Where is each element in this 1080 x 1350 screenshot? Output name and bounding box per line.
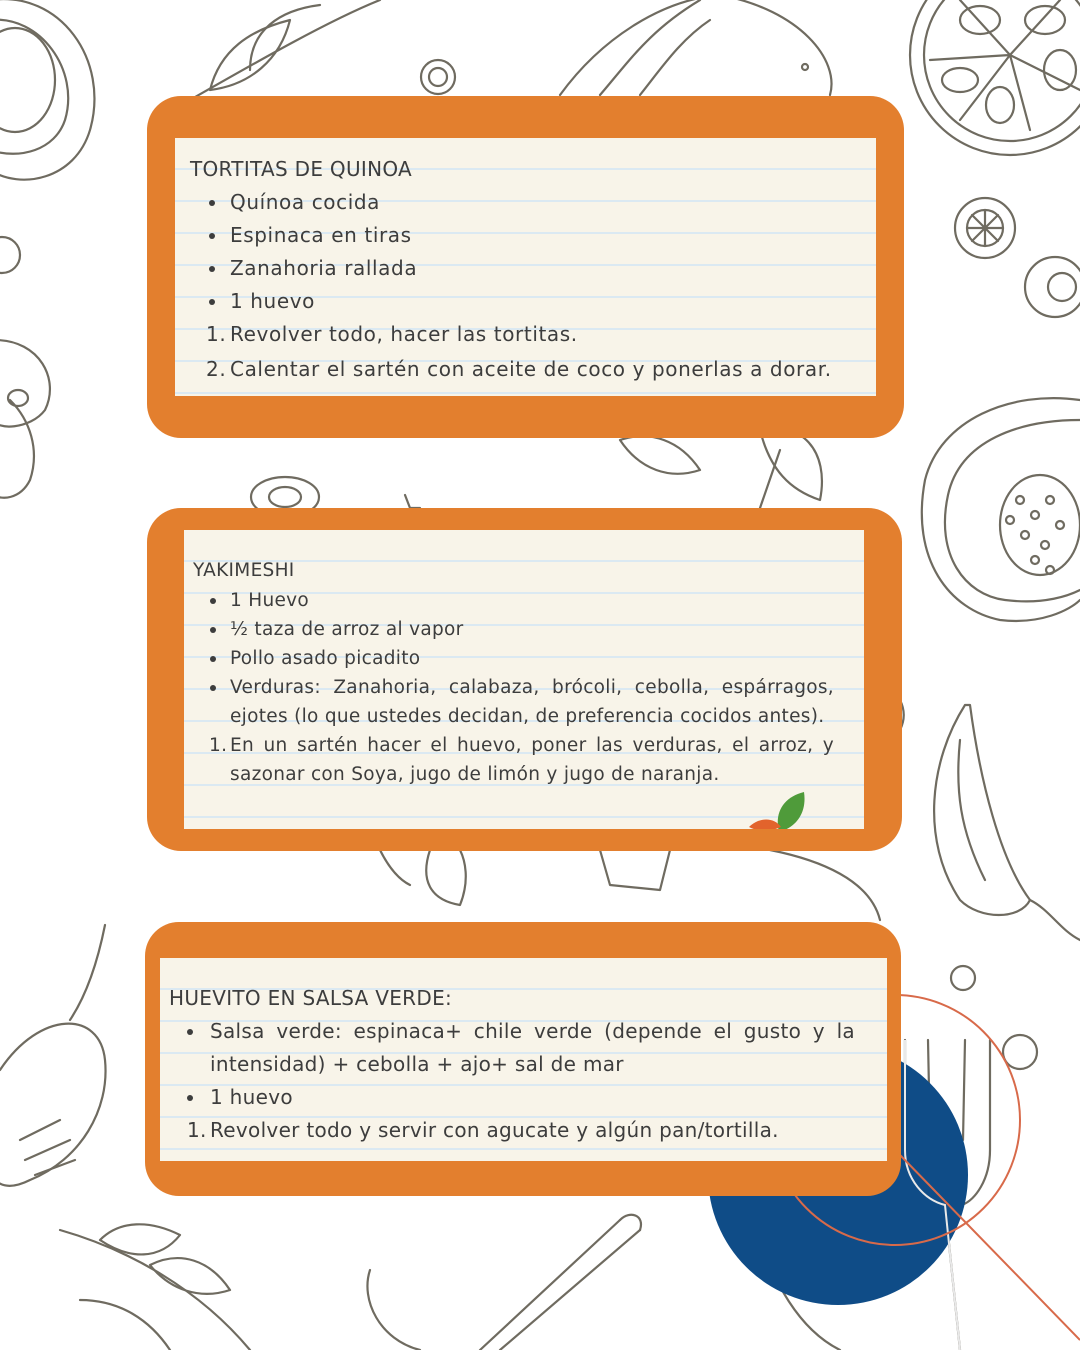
ingredient-item: ½ taza de arroz al vapor bbox=[193, 615, 834, 644]
bell-pepper-illustration bbox=[922, 398, 1080, 621]
ingredient-item: 1 huevo bbox=[169, 1081, 855, 1114]
step-item bbox=[190, 318, 876, 351]
step-item bbox=[190, 353, 876, 386]
step-list bbox=[169, 1114, 855, 1147]
step-list bbox=[190, 318, 876, 386]
step-item bbox=[169, 1114, 855, 1147]
step-list bbox=[193, 731, 834, 789]
step-number: 1. bbox=[209, 735, 228, 756]
ingredient-list bbox=[169, 1015, 855, 1114]
leaf-branch-illustration bbox=[190, 0, 380, 100]
step-number: 2. bbox=[206, 357, 227, 381]
step-text: Revolver todo y servir con agucate y algún pan/tortilla. bbox=[210, 1118, 779, 1142]
leaf-icon bbox=[749, 792, 809, 829]
ingredient-item: 1 Huevo bbox=[193, 586, 834, 615]
ingredient-item: Quínoa cocida bbox=[190, 186, 876, 219]
herb-branch-illustration bbox=[60, 1224, 250, 1350]
recipe-paper-yakimeshi bbox=[184, 530, 864, 829]
ingredient-item: Zanahoria rallada bbox=[190, 252, 876, 285]
step-text: Calentar el sartén con aceite de coco y ponerlas a dorar. bbox=[230, 357, 832, 381]
ingredient-list bbox=[193, 586, 834, 731]
mushroom-illustration bbox=[0, 340, 50, 498]
ingredient-item: 1 huevo bbox=[190, 285, 876, 318]
pepper-illustration-left bbox=[0, 925, 106, 1186]
recipe-paper-tortitas bbox=[175, 138, 876, 396]
ingredient-item: Espinaca en tiras bbox=[190, 219, 876, 252]
step-number: 1. bbox=[187, 1118, 207, 1142]
recipe-title: YAKIMESHI bbox=[193, 560, 295, 581]
step-text: En un sartén hacer el huevo, poner las verduras, el arroz, y sazonar con Soya, jugo de limón y jugo de naranja. bbox=[230, 735, 834, 785]
recipe-title: HUEVITO EN SALSA VERDE: bbox=[169, 986, 453, 1010]
recipe-title: TORTITAS DE QUINOA bbox=[190, 157, 413, 181]
step-item bbox=[193, 731, 834, 789]
ingredient-item: Salsa verde: espinaca+ chile verde (depende el gusto y la intensidad) + cebolla + ajo+ sal de mar bbox=[169, 1015, 855, 1081]
ingredient-list bbox=[190, 186, 876, 318]
recipe-paper-huevito bbox=[160, 958, 887, 1161]
step-text: Revolver todo, hacer las tortitas. bbox=[230, 322, 578, 346]
ingredient-item: Pollo asado picadito bbox=[193, 644, 834, 673]
avocado-illustration bbox=[0, 0, 94, 180]
ingredient-item: Verduras: Zanahoria, calabaza, brócoli, cebolla, espárragos, ejotes (lo que ustedes decidan, de preferencia cocidos antes). bbox=[193, 673, 834, 731]
orange-slice-illustration bbox=[910, 0, 1080, 155]
chili-pepper-illustration bbox=[900, 700, 1080, 940]
step-number: 1. bbox=[206, 322, 227, 346]
bread-illustration bbox=[560, 0, 832, 95]
